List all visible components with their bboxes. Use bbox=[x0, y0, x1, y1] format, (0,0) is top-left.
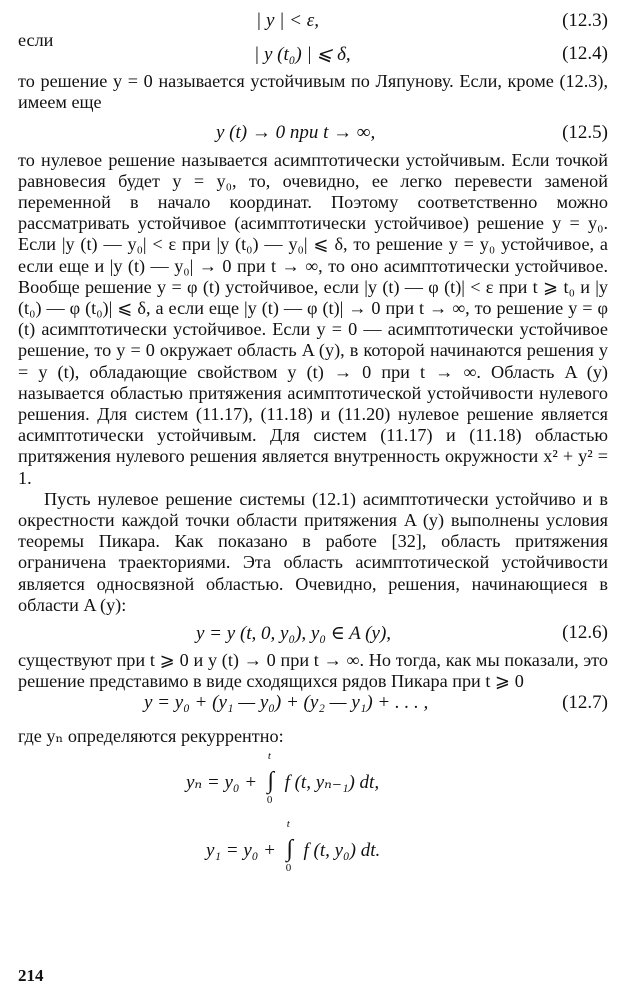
equation-expression: | y | < ε, bbox=[256, 10, 319, 31]
page-content bbox=[18, 6, 608, 876]
equation-expression: y (t) → 0 при t → ∞, bbox=[216, 121, 376, 143]
paragraph-asymptotic-stability: то нулевое решение называется асимптотически устойчивым. Если точкой равновесия будет y = y₀, то, очевидно, ее легко перевести заменой переменной в начало координат. Поэтому соответственно можно рассматривать устойчивое (асимптотически устойчивое) решение y = y₀. Если |y (t) — y₀| < ε при |y (t₀) — y₀| ⩽ δ, то решение y = y₀ устойчивое, а если еще и |y (t) — y₀| → 0 при t → ∞, то оно асимптотически устойчивое. Вообще решение y = φ (t) устойчивое, если |y (t) — φ (t)| < ε при t ⩾ t₀ и |y (t₀) — φ (t₀)| ⩽ δ, а если еще |y (t) — φ (t)| → 0 при t → ∞, то решение y = φ (t) асимптотически устойчивое. Если y = 0 — асимптотически устойчивое решение, то y = 0 окружает область A (y), в которой начинаются решения y = y (t), обладающие свойством y (t) → 0 при t → ∞. Область A (y) называется областью притяжения асимптотической устойчивости нулевого решения. Для систем (11.17), (11.18) и (11.20) нулевое решение является асимптотически устойчивым. Для систем (11.17) и (11.18) областью притяжения нулевого решения является внутренность окружности x² + y² = 1. bbox=[18, 149, 608, 488]
equation-12-5 bbox=[18, 118, 608, 148]
equation-12-4 bbox=[18, 39, 608, 69]
equation-number: (12.5) bbox=[562, 121, 608, 143]
equation-number: (12.3) bbox=[562, 10, 608, 31]
integral-upper-limit: t bbox=[267, 749, 271, 762]
integral-upper-limit: t bbox=[286, 817, 290, 830]
paragraph-attraction-domain: Пусть нулевое решение системы (12.1) асимптотически устойчиво и в окрестности каждой точки области притяжения A (y) выполнены условия теоремы Пикара. Как показано в работе [32], область притяжения ограничена траекториями. Эта область асимптотической устойчивости является односвязной областью. Очевидно, решения, начинающиеся в области A (y): bbox=[18, 488, 608, 615]
integral-yn bbox=[18, 749, 608, 808]
equation-12-3 bbox=[18, 6, 608, 36]
equation-number: (12.6) bbox=[562, 622, 608, 644]
integral-sign: ∫ t 0 bbox=[266, 749, 275, 806]
paragraph-lyapunov-definition: то решение y = 0 называется устойчивым по Ляпунову. Если, кроме (12.3), имеем еще bbox=[18, 71, 608, 113]
equation-number: (12.4) bbox=[562, 43, 608, 65]
integral-lhs: yₙ = y₀ + bbox=[186, 771, 262, 793]
page-number: 214 bbox=[18, 966, 44, 985]
integral-lhs: y₁ = y₀ + bbox=[206, 839, 281, 861]
equation-12-6 bbox=[18, 618, 608, 648]
paragraph-picard-series: существуют при t ⩾ 0 и y (t) → 0 при t → ∞. Но тогда, как мы показали, это решение представимо в виде сходящихся рядов Пикара при t ⩾ 0 bbox=[18, 650, 608, 692]
integral-lower-limit: 0 bbox=[285, 861, 292, 874]
equation-expression: y = y (t, 0, y₀), y₀ ∈ A (y), bbox=[196, 623, 392, 645]
paragraph-recurrence: где yₙ определяются рекуррентно: bbox=[18, 726, 284, 747]
integral-sign: ∫ t 0 bbox=[285, 817, 294, 874]
word-if: если bbox=[18, 30, 54, 50]
integral-rhs: f (t, y₀) dt. bbox=[298, 839, 381, 861]
equation-expression: | y (t₀) | ⩽ δ, bbox=[254, 44, 351, 66]
integral-y1 bbox=[18, 817, 608, 876]
equation-expression: y = y₀ + (y₁ — y₀) + (y₂ — y₁) + . . . , bbox=[144, 692, 429, 714]
equation-12-7 bbox=[18, 688, 608, 718]
integral-lower-limit: 0 bbox=[266, 793, 273, 806]
integral-rhs: f (t, yₙ₋₁) dt, bbox=[279, 771, 380, 793]
equation-number: (12.7) bbox=[562, 692, 608, 714]
